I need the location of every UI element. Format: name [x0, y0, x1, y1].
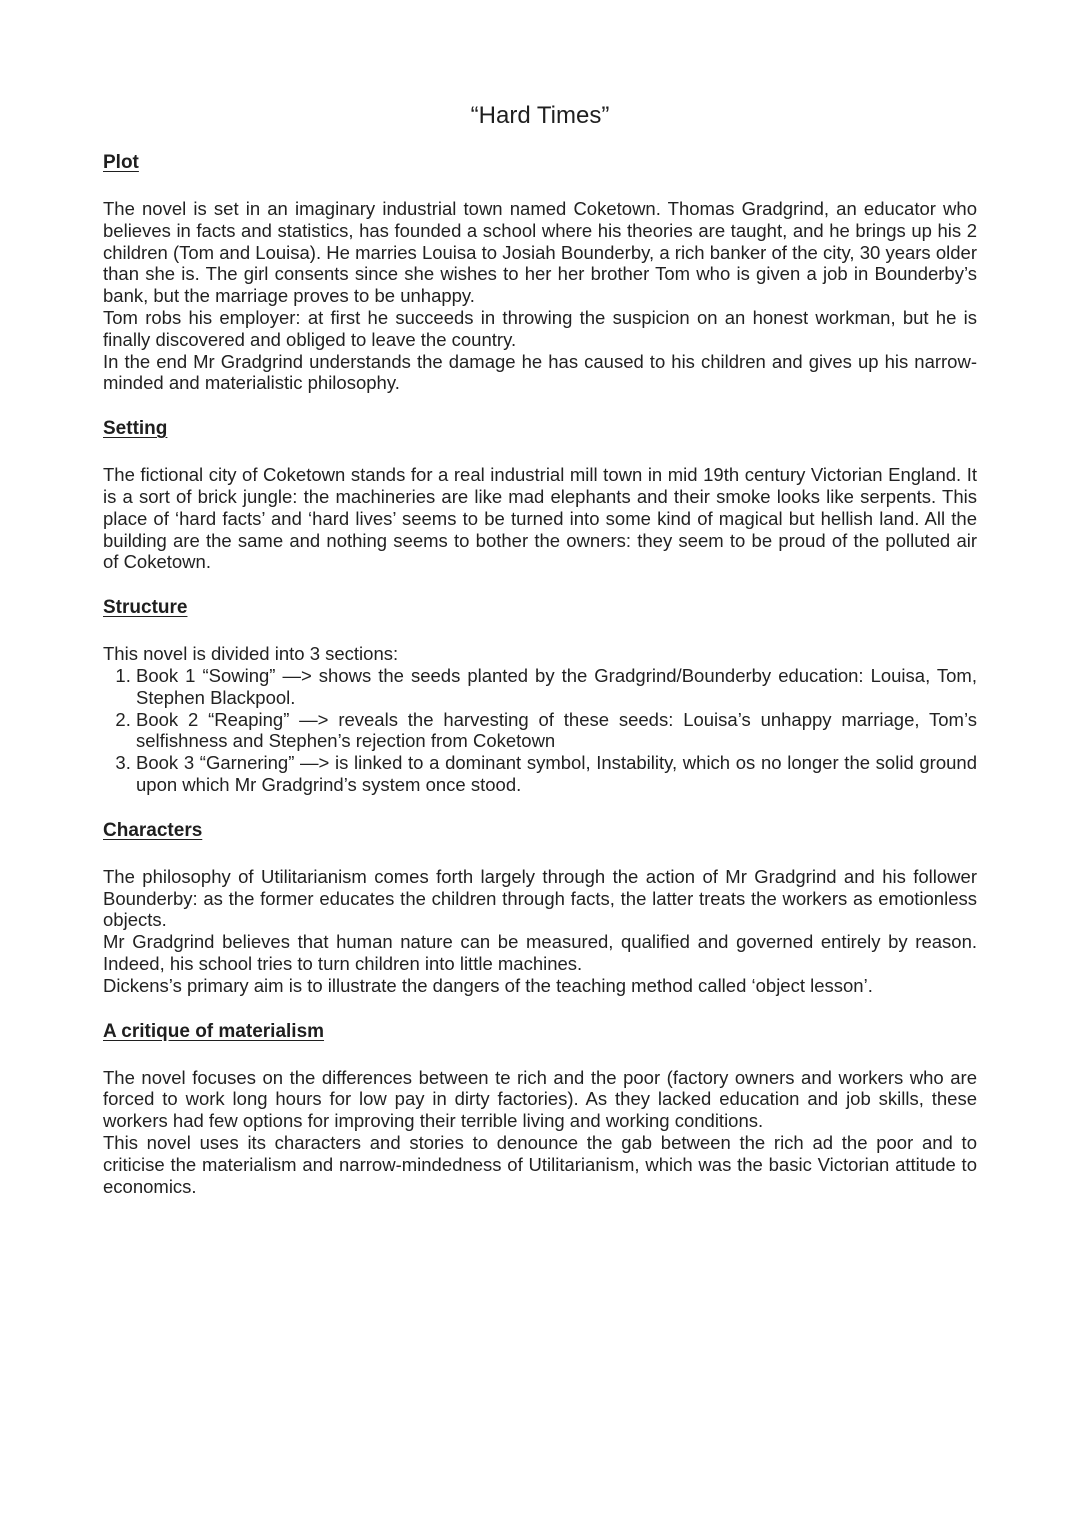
list-item: 1. Book 1 “Sowing” —> shows the seeds planted by the Gradgrind/Bounderby education: Louisa, Tom, Stephen Blackpool.	[136, 665, 977, 709]
structure-intro: This novel is divided into 3 sections:	[103, 643, 399, 665]
section-heading-plot: Plot	[103, 152, 139, 173]
structure-list	[103, 665, 977, 796]
section-materialism	[103, 1019, 977, 1198]
plot-paragraph: In the end Mr Gradgrind understands the damage he has caused to his children and gives up his narrow-minded and materialistic philosophy.	[103, 350, 977, 394]
section-heading-structure: Structure	[103, 597, 188, 619]
characters-paragraph: Dickens’s primary aim is to illustrate the dangers of the teaching method called ‘object lesson’.	[103, 974, 873, 996]
setting-paragraph: The fictional city of Coketown stands for a real industrial mill town in mid 19th century Victorian England. It is a sort of brick jungle: the machineries are like mad elephants and their smoke looks like serpents. This place of ‘hard facts’ and ‘hard lives’ seems to be turned into some kind of magical but hellish land. All the building are the same and nothing seems to bother the owners: they seem to be proud of the polluted air of Coketown.	[103, 464, 977, 573]
materialism-paragraph: The novel focuses on the differences between te rich and the poor (factory owners and workers who are forced to work long hours for low pay in dirty factories). As they lacked education and job skills, these workers had few options for improving their terrible living and working conditions.	[103, 1066, 977, 1132]
section-structure	[103, 595, 977, 796]
section-heading-materialism: A critique of materialism	[103, 1020, 325, 1042]
section-characters	[103, 818, 977, 997]
list-item: 3. Book 3 “Garnering” —> is linked to a dominant symbol, Instability, which os no longer the solid ground upon which Mr Gradgrind’s system once stood.	[136, 752, 977, 796]
characters-paragraph: The philosophy of Utilitarianism comes forth largely through the action of Mr Gradgrind and his follower Bounderby: as the former educates the children through facts, the latter treats the workers as emotionless objects.	[103, 865, 977, 931]
characters-paragraph: Mr Gradgrind believes that human nature can be measured, qualified and governed entirely by reason. Indeed, his school tries to turn children into little machines.	[103, 931, 977, 974]
section-plot	[103, 150, 977, 394]
section-heading-characters: Characters	[103, 819, 203, 841]
materialism-paragraph: This novel uses its characters and stories to denounce the gab between the rich ad the poor and to criticise the materialism and narrow-mindedness of Utilitarianism, which was the basic Victorian attitude to economics.	[103, 1131, 977, 1197]
section-setting	[103, 416, 977, 573]
document-title: “Hard Times”	[470, 102, 610, 129]
section-heading-setting: Setting	[103, 418, 168, 440]
plot-paragraph: Tom robs his employer: at first he succeeds in throwing the suspicion on an honest workman, but he is finally discovered and obliged to leave the country.	[103, 306, 977, 350]
list-item: 2. Book 2 “Reaping” —> reveals the harvesting of these seeds: Louisa’s unhappy marriage, Tom’s selfishness and Stephen’s rejection from Coketown	[136, 709, 977, 753]
document-body	[103, 150, 977, 1219]
plot-paragraph: The novel is set in an imaginary industrial town named Coketown. Thomas Gradgrind, an educator who believes in facts and statistics, has founded a school where his theories are taught, and he brings up his 2 children (Tom and Louisa). He marries Louisa to Josiah Bounderby, a rich banker of the city, 30 years older than she is. The girl consents since she wishes to her her brother Tom who is given a job in Bounderby’s bank, but the marriage proves to be unhappy.	[103, 198, 977, 307]
